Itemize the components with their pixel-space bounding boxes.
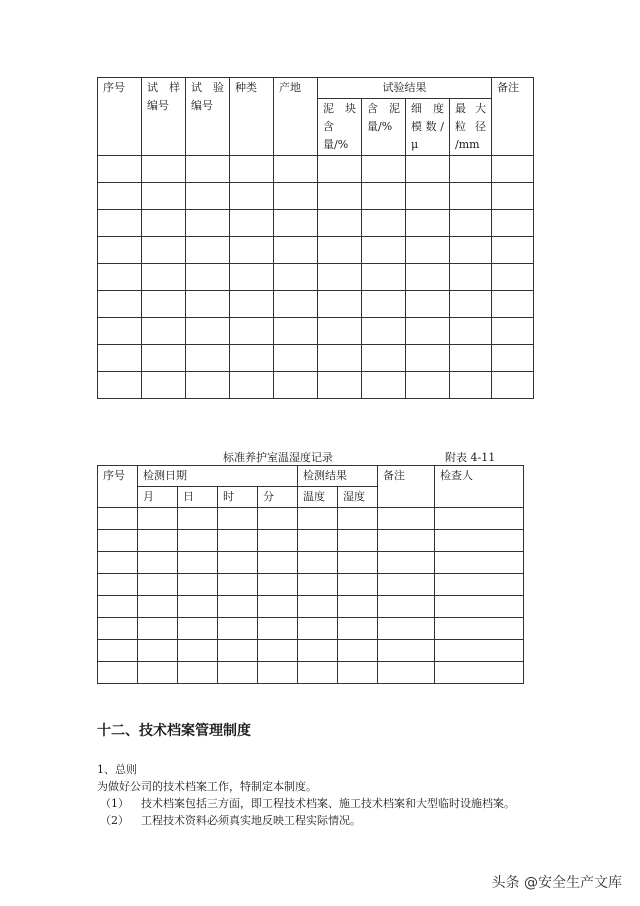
table-cell: [435, 596, 524, 618]
table-cell: [450, 264, 492, 291]
table-cell: [138, 574, 178, 596]
table-cell: [435, 508, 524, 530]
col-test-no: 试 验 编号: [186, 78, 230, 156]
table-cell: [298, 596, 338, 618]
table-cell: [318, 264, 362, 291]
table-cell: [142, 183, 186, 210]
table-cell: [258, 508, 298, 530]
col-hour: 时: [218, 487, 258, 508]
table1-body: [98, 156, 534, 399]
table-cell: [218, 618, 258, 640]
table-cell: [98, 210, 142, 237]
table-cell: [435, 662, 524, 684]
table-cell: [338, 640, 378, 662]
table-cell: [138, 596, 178, 618]
table-cell: [142, 372, 186, 399]
table-cell: [98, 618, 138, 640]
table-cell: [406, 210, 450, 237]
table-cell: [338, 508, 378, 530]
table-cell: [492, 291, 534, 318]
table-row: [98, 662, 524, 684]
table-cell: [274, 156, 318, 183]
table-cell: [318, 156, 362, 183]
table-cell: [186, 183, 230, 210]
table-cell: [218, 574, 258, 596]
table-cell: [318, 237, 362, 264]
table-cell: [298, 552, 338, 574]
table-cell: [378, 618, 435, 640]
table-cell: [406, 156, 450, 183]
table-cell: [450, 291, 492, 318]
table-cell: [298, 508, 338, 530]
table-cell: [178, 574, 218, 596]
table-cell: [406, 345, 450, 372]
table-row: [98, 237, 534, 264]
table-cell: [318, 291, 362, 318]
table-cell: [492, 183, 534, 210]
table-cell: [298, 574, 338, 596]
table-cell: [298, 640, 338, 662]
col-silt: 含 泥 量/%: [362, 99, 406, 156]
col-origin: 产地: [274, 78, 318, 156]
col-fineness: 细 度 模 数 / μ: [406, 99, 450, 156]
table-cell: [230, 183, 274, 210]
col-minute: 分: [258, 487, 298, 508]
col-results: 试验结果: [318, 78, 492, 99]
table-cell: [450, 372, 492, 399]
table-cell: [218, 596, 258, 618]
table-row: [98, 156, 534, 183]
table-row: [98, 508, 524, 530]
table-cell: [274, 183, 318, 210]
table-row: [98, 530, 524, 552]
table-cell: [492, 372, 534, 399]
table-cell: [258, 596, 298, 618]
col-month: 月: [138, 487, 178, 508]
table-row: [98, 264, 534, 291]
table-cell: [274, 345, 318, 372]
table-row: [98, 574, 524, 596]
table-cell: [435, 618, 524, 640]
table-cell: [378, 530, 435, 552]
table-cell: [378, 574, 435, 596]
table-cell: [318, 372, 362, 399]
watermark: 头条 @安全生产文库: [491, 875, 622, 891]
table-cell: [362, 345, 406, 372]
table-cell: [98, 640, 138, 662]
table-row: [98, 210, 534, 237]
table2-body: [98, 508, 524, 684]
table-cell: [450, 345, 492, 372]
table-cell: [258, 640, 298, 662]
col-temp: 温度: [298, 487, 338, 508]
table-cell: [258, 574, 298, 596]
table-cell: [338, 552, 378, 574]
item-1-text: 技术档案包括三方面，即工程技术档案、施工技术档案和大型临时设施档案。: [141, 797, 515, 810]
table-cell: [98, 552, 138, 574]
table-cell: [142, 210, 186, 237]
table-cell: [274, 372, 318, 399]
table-cell: [362, 156, 406, 183]
table-cell: [406, 372, 450, 399]
col-max-size: 最 大 粒 径 /mm: [450, 99, 492, 156]
table-cell: [492, 345, 534, 372]
table-cell: [318, 210, 362, 237]
table-cell: [98, 237, 142, 264]
table-cell: [186, 372, 230, 399]
table-cell: [230, 237, 274, 264]
table-cell: [298, 618, 338, 640]
table-cell: [98, 662, 138, 684]
table-cell: [98, 596, 138, 618]
table-cell: [178, 662, 218, 684]
table-cell: [98, 156, 142, 183]
item-2-text: 工程技术资料必须真实地反映工程实际情况。: [141, 814, 361, 827]
table-row: [98, 640, 524, 662]
table-cell: [138, 530, 178, 552]
table-cell: [142, 156, 186, 183]
table-cell: [98, 345, 142, 372]
table-cell: [338, 618, 378, 640]
table-cell: [258, 618, 298, 640]
table-cell: [186, 237, 230, 264]
table-cell: [362, 210, 406, 237]
table-cell: [178, 618, 218, 640]
table-cell: [178, 640, 218, 662]
table-cell: [98, 530, 138, 552]
table-cell: [492, 210, 534, 237]
table-cell: [378, 662, 435, 684]
table-cell: [406, 237, 450, 264]
table-cell: [258, 530, 298, 552]
table-cell: [258, 552, 298, 574]
table-cell: [338, 574, 378, 596]
table-cell: [218, 640, 258, 662]
table-cell: [230, 210, 274, 237]
table-cell: [230, 264, 274, 291]
table-cell: [338, 662, 378, 684]
table-row: [98, 183, 534, 210]
table-cell: [98, 264, 142, 291]
table-cell: [218, 508, 258, 530]
table-cell: [230, 291, 274, 318]
table-cell: [378, 596, 435, 618]
table-cell: [435, 530, 524, 552]
table-cell: [274, 318, 318, 345]
col-humidity: 湿度: [338, 487, 378, 508]
table2-appendix: 附表 4-11: [445, 451, 496, 464]
table-cell: [318, 183, 362, 210]
table-cell: [98, 372, 142, 399]
col-result: 检测结果: [298, 466, 378, 487]
table-cell: [362, 291, 406, 318]
table-cell: [138, 662, 178, 684]
table-cell: [186, 345, 230, 372]
table-cell: [142, 318, 186, 345]
col-seq: 序号: [98, 466, 138, 508]
table-row: [98, 318, 534, 345]
table-cell: [98, 574, 138, 596]
col-sample-no: 试 样 编号: [142, 78, 186, 156]
table-cell: [450, 318, 492, 345]
table-cell: [362, 318, 406, 345]
table-cell: [186, 318, 230, 345]
table-cell: [338, 596, 378, 618]
col-seq: 序号: [98, 78, 142, 156]
table-row: [98, 596, 524, 618]
table-cell: [218, 662, 258, 684]
table-cell: [338, 530, 378, 552]
table-cell: [186, 156, 230, 183]
table-cell: [138, 508, 178, 530]
table-cell: [98, 291, 142, 318]
table-cell: [492, 156, 534, 183]
table-cell: [178, 530, 218, 552]
col-type: 种类: [230, 78, 274, 156]
col-inspector: 检查人: [435, 466, 524, 508]
table-cell: [492, 318, 534, 345]
table-cell: [318, 318, 362, 345]
table-row: [98, 345, 534, 372]
table-cell: [98, 183, 142, 210]
table-cell: [362, 237, 406, 264]
table-cell: [406, 318, 450, 345]
table-cell: [274, 237, 318, 264]
col-day: 日: [178, 487, 218, 508]
table-cell: [298, 662, 338, 684]
table-cell: [230, 156, 274, 183]
section-heading: 十二、技术档案管理制度: [97, 723, 251, 739]
table-cell: [218, 552, 258, 574]
table-cell: [274, 210, 318, 237]
table-cell: [450, 210, 492, 237]
table-cell: [362, 372, 406, 399]
intro-paragraph: 为做好公司的技术档案工作，特制定本制度。: [97, 780, 317, 793]
table-cell: [142, 237, 186, 264]
table-cell: [378, 552, 435, 574]
table-row: [98, 372, 534, 399]
table-cell: [138, 618, 178, 640]
table-cell: [230, 318, 274, 345]
col-remark: 备注: [378, 466, 435, 508]
table-cell: [274, 291, 318, 318]
table-cell: [186, 210, 230, 237]
table-cell: [362, 183, 406, 210]
table-cell: [318, 345, 362, 372]
table-cell: [138, 552, 178, 574]
curing-room-table: [97, 465, 524, 684]
table-cell: [98, 508, 138, 530]
table-cell: [258, 662, 298, 684]
table-cell: [230, 372, 274, 399]
table-cell: [450, 183, 492, 210]
table-cell: [378, 640, 435, 662]
table-cell: [138, 640, 178, 662]
table-cell: [406, 291, 450, 318]
table-cell: [142, 264, 186, 291]
table-cell: [435, 640, 524, 662]
col-mud-lump: 泥 块 含量/%: [318, 99, 362, 156]
table-row: [98, 291, 534, 318]
item-2-number: （2）: [100, 814, 129, 827]
table-cell: [362, 264, 406, 291]
table-cell: [406, 264, 450, 291]
subsection-title: 1、总则: [97, 763, 137, 776]
item-1-number: （1）: [100, 797, 129, 810]
table-cell: [98, 318, 142, 345]
table-cell: [142, 291, 186, 318]
table-cell: [178, 596, 218, 618]
table-cell: [450, 156, 492, 183]
table-cell: [378, 508, 435, 530]
table-cell: [298, 530, 338, 552]
table2-caption: 标准养护室温湿度记录: [223, 451, 333, 464]
table-cell: [435, 552, 524, 574]
table-cell: [435, 574, 524, 596]
table-cell: [492, 237, 534, 264]
table-cell: [186, 291, 230, 318]
table-cell: [186, 264, 230, 291]
table-cell: [178, 508, 218, 530]
table-cell: [142, 345, 186, 372]
sand-test-table: [97, 77, 534, 399]
col-date: 检测日期: [138, 466, 298, 487]
table-cell: [406, 183, 450, 210]
table-cell: [274, 264, 318, 291]
col-remark: 备注: [492, 78, 534, 156]
table-cell: [492, 264, 534, 291]
table-row: [98, 618, 524, 640]
table-cell: [450, 237, 492, 264]
table-cell: [218, 530, 258, 552]
table-cell: [178, 552, 218, 574]
table-row: [98, 552, 524, 574]
table-cell: [230, 345, 274, 372]
